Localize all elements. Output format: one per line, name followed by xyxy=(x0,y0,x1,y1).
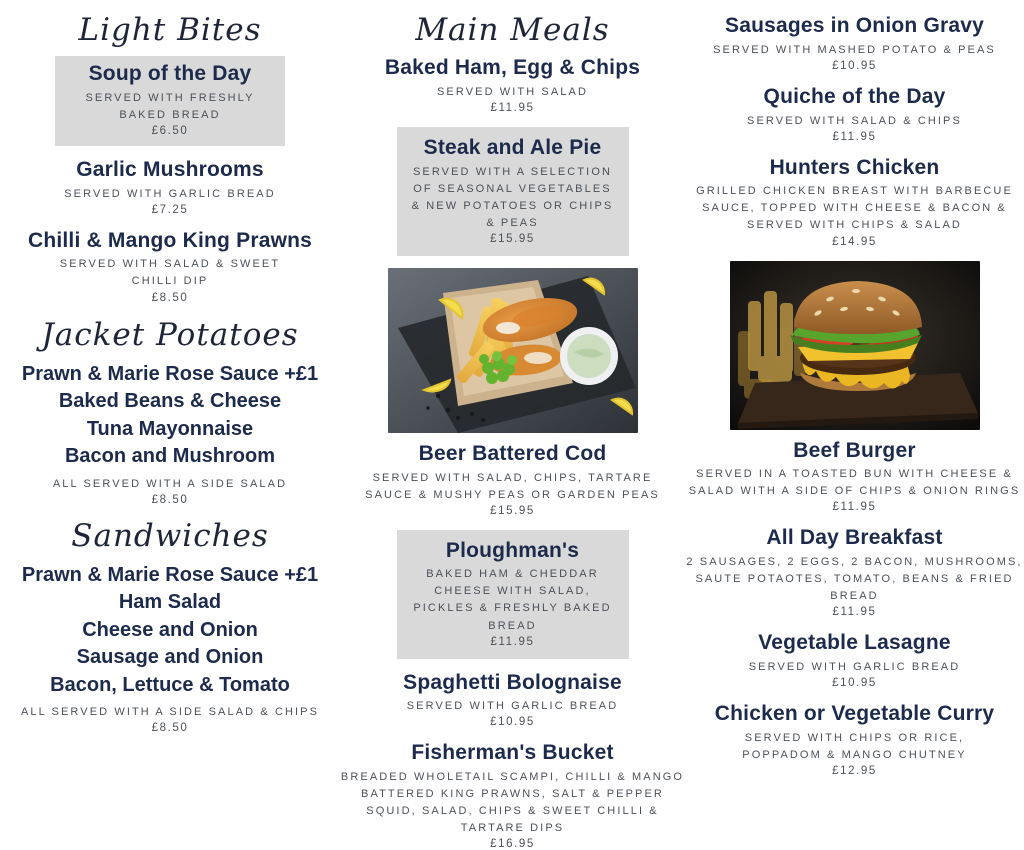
item-description: SERVED WITH MASHED POTATO & PEAS xyxy=(713,43,996,56)
section-heading-sandwiches: Sandwiches xyxy=(71,517,269,554)
section-heading-jacket-potatoes: Jacket Potatoes xyxy=(41,316,299,353)
column-right xyxy=(685,0,1024,777)
item-price: £11.95 xyxy=(832,130,877,143)
item-description: SERVED IN A TOASTED BUN WITH CHEESE & SALAD WITH A SIDE OF CHIPS & ONION RINGS xyxy=(688,468,1021,498)
menu-item-beef-burger xyxy=(685,439,1024,514)
beef-burger-photo xyxy=(730,261,980,430)
menu-item-steak-and-ale-pie xyxy=(397,127,629,256)
item-price: £8.50 xyxy=(151,291,189,304)
item-name: Chilli & Mango King Prawns xyxy=(27,228,313,252)
menu-item-beer-battered-cod xyxy=(340,442,685,517)
item-description: 2 SAUSAGES, 2 EGGS, 2 BACON, MUSHROOMS, SAUTE POTAOTES, TOMATO, BEANS & FRIED BREAD xyxy=(686,556,1023,603)
menu-item-hunters-chicken xyxy=(685,156,1024,248)
item-price: £7.25 xyxy=(151,203,189,216)
section-heading-main-meals: Main Meals xyxy=(415,12,610,48)
item-description: SERVED WITH GARLIC BREAD xyxy=(64,187,276,200)
option-item: Prawn & Marie Rose Sauce +£1 xyxy=(21,362,319,385)
menu-item-garlic-mushrooms xyxy=(0,158,340,216)
item-price: £14.95 xyxy=(832,235,877,248)
section-footer: ALL SERVED WITH A SIDE SALAD xyxy=(52,477,288,490)
item-name: Soup of the Day xyxy=(88,62,252,85)
item-description: SERVED WITH FRESHLY BAKED BREAD xyxy=(85,91,255,121)
item-price: £10.95 xyxy=(832,677,877,690)
menu-item-quiche-of-the-day xyxy=(685,85,1024,143)
menu-item-spaghetti-bolognaise xyxy=(340,671,685,729)
item-price: £16.95 xyxy=(490,838,535,850)
item-price: £10.95 xyxy=(490,716,535,729)
item-name: Quiche of the Day xyxy=(763,84,946,108)
item-price: £11.95 xyxy=(832,501,877,514)
section-heading-light-bites: Light Bites xyxy=(78,12,262,48)
item-description: SERVED WITH SALAD, CHIPS, TARTARE SAUCE & MUSHY PEAS OR GARDEN PEAS xyxy=(365,471,660,501)
option-item: Ham Salad xyxy=(118,591,222,614)
option-list xyxy=(0,562,340,700)
item-price: £11.95 xyxy=(832,606,877,619)
option-item: Bacon and Mushroom xyxy=(64,445,275,468)
option-item: Tuna Mayonnaise xyxy=(86,417,254,440)
menu-item-fishermans-bucket xyxy=(340,741,685,850)
item-price: £11.95 xyxy=(490,635,535,648)
section-footer: ALL SERVED WITH A SIDE SALAD & CHIPS xyxy=(20,706,320,719)
option-item: Bacon, Lettuce & Tomato xyxy=(50,673,290,696)
option-item: Sausage and Onion xyxy=(76,646,264,669)
item-name: Chicken or Vegetable Curry xyxy=(714,702,995,726)
menu-item-all-day-breakfast xyxy=(685,526,1024,618)
item-description: SERVED WITH GARLIC BREAD xyxy=(748,661,961,674)
menu-item-baked-ham-egg-chips xyxy=(340,56,685,114)
menu-item-chicken-or-vegetable-curry xyxy=(685,702,1024,777)
menu-item-ploughmans xyxy=(397,530,629,659)
column-main-meals xyxy=(340,0,685,850)
item-price: £15.95 xyxy=(490,504,535,517)
item-name: Sausages in Onion Gravy xyxy=(724,14,985,37)
item-description: SERVED WITH SALAD & SWEET CHILLI DIP xyxy=(59,258,281,288)
item-name: Hunters Chicken xyxy=(769,155,940,179)
item-price: £15.95 xyxy=(490,232,535,245)
item-description: SERVED WITH A SELECTION OF SEASONAL VEGETABLES & NEW POTATOES OR CHIPS & PEAS xyxy=(411,165,614,229)
item-price: £12.95 xyxy=(832,764,877,777)
section-jacket-potatoes xyxy=(0,317,340,506)
section-price: £8.50 xyxy=(151,493,189,506)
menu-item-sausages-in-onion-gravy xyxy=(685,14,1024,72)
column-light-bites xyxy=(0,0,340,735)
item-name: Garlic Mushrooms xyxy=(76,157,264,181)
item-description: SERVED WITH CHIPS OR RICE, POPPADOM & MANGO CHUTNEY xyxy=(742,731,967,761)
option-list xyxy=(0,361,340,471)
option-item: Cheese and Onion xyxy=(82,618,258,641)
item-name: All Day Breakfast xyxy=(766,526,943,550)
item-description: BREADED WHOLETAIL SCAMPI, CHILLI & MANGO BATTERED KING PRAWNS, SALT & PEPPER SQUID, SALAD, CHIPS & SWEET CHILLI & TARTARE DIPS xyxy=(340,771,685,835)
item-description: SERVED WITH GARLIC BREAD xyxy=(406,700,619,713)
menu-item-vegetable-lasagne xyxy=(685,631,1024,689)
item-name: Beer Battered Cod xyxy=(418,441,607,465)
item-price: £11.95 xyxy=(490,101,535,114)
option-item: Baked Beans & Cheese xyxy=(58,390,282,413)
item-name: Ploughman's xyxy=(445,538,580,562)
item-description: SERVED WITH SALAD & CHIPS xyxy=(747,114,962,127)
item-price: £10.95 xyxy=(832,59,877,72)
item-description: SERVED WITH SALAD xyxy=(436,85,589,98)
item-name: Baked Ham, Egg & Chips xyxy=(384,56,641,79)
section-price: £8.50 xyxy=(151,722,189,735)
item-description: GRILLED CHICKEN BREAST WITH BARBECUE SAUCE, TOPPED WITH CHEESE & BACON & SERVED WITH CHIPS & SALAD xyxy=(696,185,1013,232)
item-name: Vegetable Lasagne xyxy=(758,631,951,655)
item-name: Beef Burger xyxy=(793,438,916,462)
item-name: Steak and Ale Pie xyxy=(423,135,602,159)
option-item: Prawn & Marie Rose Sauce +£1 xyxy=(21,563,319,586)
item-name: Fisherman's Bucket xyxy=(411,741,614,765)
item-description: BAKED HAM & CHEDDAR CHEESE WITH SALAD, PICKLES & FRESHLY BAKED BREAD xyxy=(413,568,612,632)
menu-item-soup-of-the-day xyxy=(55,56,285,146)
item-price: £6.50 xyxy=(151,124,189,137)
section-sandwiches xyxy=(0,518,340,735)
menu-item-chilli-mango-king-prawns xyxy=(0,229,340,304)
fish-and-chips-photo xyxy=(388,268,638,433)
item-name: Spaghetti Bolognaise xyxy=(403,670,622,694)
